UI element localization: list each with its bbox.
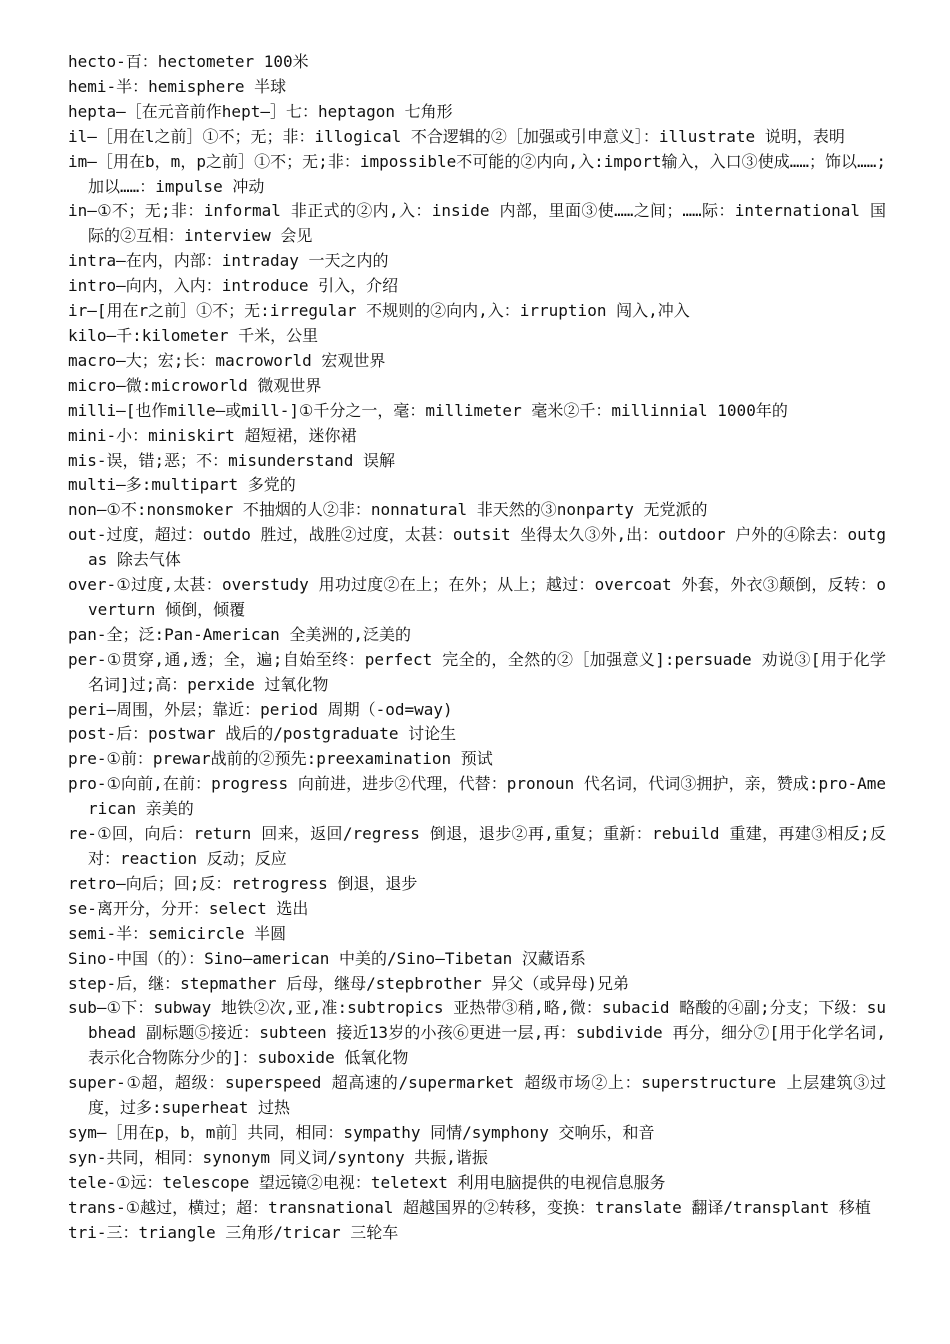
entry-im: im—［用在b，m，p之前］①不；无;非：impossible不可能的②内向,入:import输入，入口③使成……；饰以……;加以……：impulse 冲动 (68, 151, 886, 196)
entry-il: il—［用在l之前］①不；无；非：illogical 不合逻辑的②［加强或引申意义］：illustrate 说明，表明 (68, 126, 845, 146)
entry-retro: retro—向后；回;反：retrogress 倒退，退步 (68, 873, 418, 893)
entry-syn: syn-共同，相同：synonym 同义词/syntony 共振,谐振 (68, 1147, 488, 1167)
entry-super: super-①超，超级：superspeed 超高速的/supermarket 超级市场②上：superstructure 上层建筑③过度，过多:superheat 过热 (68, 1073, 886, 1118)
entry-hemi: hemi-半：hemisphere 半球 (68, 76, 287, 96)
entry-re: re-①回，向后：return 回来，返回/regress 倒退，退步②再,重复；重新：rebuild 重建，再建③相反;反对：reaction 反动；反应 (68, 824, 886, 868)
entry-ir: ir—[用在r之前］①不；无:irregular 不规则的②向内,入：irruption 闯入,冲入 (68, 301, 690, 321)
entry-multi: multi—多:multipart 多党的 (68, 475, 296, 495)
entry-sym: sym—［用在p，b，m前］共同，相同：sympathy 同情/symphony 交响乐，和音 (68, 1122, 655, 1142)
entry-out: out-过度，超过：outdo 胜过，战胜②过度，太甚：outsit 坐得太久③外,出：outdoor 户外的④除去：outgas 除去气体 (68, 525, 886, 570)
entry-in: in—①不；无;非：informal 非正式的②内,入：inside 内部，里面③使……之间；……际：international 国际的②互相：interview 会见 (68, 201, 886, 246)
entry-non: non—①不:nonsmoker 不抽烟的人②非：nonnatural 非天然的③nonparty 无党派的 (68, 500, 708, 520)
entry-intra: intra—在内，内部：intraday 一天之内的 (68, 251, 389, 271)
entry-mis: mis-误，错;恶；不：misunderstand 误解 (68, 450, 396, 470)
entry-intro: intro—向内，入内：introduce 引入，介绍 (68, 276, 399, 296)
entry-sino: Sino-中国（的）：Sino—american 中美的/Sino—Tibetan 汉藏语系 (68, 948, 586, 968)
entry-milli: milli—[也作mille—或mill-]①千分之一，毫：millimeter 毫米②千：millinnial 1000年的 (68, 400, 788, 420)
entry-se: se-离开分，分开：select 选出 (68, 898, 309, 918)
entry-pan: pan-全；泛:Pan-American 全美洲的,泛美的 (68, 624, 412, 644)
entry-pro: pro-①向前,在前：progress 向前进，进步②代理，代替：pronoun 代名词，代词③拥护，亲，赞成:pro-American 亲美的 (68, 774, 886, 819)
entry-micro: micro—微:microworld 微观世界 (68, 375, 322, 395)
entry-over: over-①过度,太甚：overstudy 用功过度②在上；在外；从上；越过：overcoat 外套，外衣③颠倒，反转：overturn 倾倒，倾覆 (68, 575, 886, 619)
entry-step: step-后，继：stepmather 后母，继母/stepbrother 异父（或异母)兄弟 (68, 973, 629, 993)
entry-tele: tele-①远：telescope 望远镜②电视：teletext 利用电脑提供的电视信息服务 (68, 1172, 666, 1192)
entry-sub: sub—①下：subway 地铁②次,亚,准:subtropics 亚热带③稍,略,微：subacid 略酸的④副;分支；下级：subhead 副标题⑤接近：subteen 接近13岁的小孩⑥更进一层,再：subdivide 再分，细分⑦[用于化学名词,表示化合物陈分少的]：suboxide 低氧化物 (68, 998, 886, 1068)
entry-trans: trans-①越过，横过；超：transnational 超越国界的②转移，变换：translate 翻译/transplant 移植 (68, 1197, 871, 1217)
entry-hepta: hepta—［在元音前作hept—］七：heptagon 七角形 (68, 101, 453, 121)
entry-kilo: kilo—千:kilometer 千米，公里 (68, 325, 319, 345)
entry-tri: tri-三：triangle 三角形/tricar 三轮车 (68, 1222, 399, 1242)
entry-peri: peri—周围，外层；靠近：period 周期（-od=way) (68, 699, 453, 719)
entry-semi: semi-半：semicircle 半圆 (68, 923, 287, 943)
document-page (68, 50, 886, 1246)
entry-hecto: hecto-百：hectometer 100米 (68, 52, 309, 71)
entry-per: per-①贯穿,通,透；全，遍;自始至终：perfect 完全的，全然的②［加强意义]:persuade 劝说③[用于化学名词]过;高：perxide 过氧化物 (68, 649, 886, 694)
entry-macro: macro—大；宏;长：macroworld 宏观世界 (68, 350, 386, 370)
entry-post: post-后：postwar 战后的/postgraduate 讨论生 (68, 724, 457, 744)
entry-mini: mini-小：miniskirt 超短裙，迷你裙 (68, 425, 357, 445)
entry-pre: pre-①前：prewar战前的②预先:preexamination 预试 (68, 749, 493, 769)
